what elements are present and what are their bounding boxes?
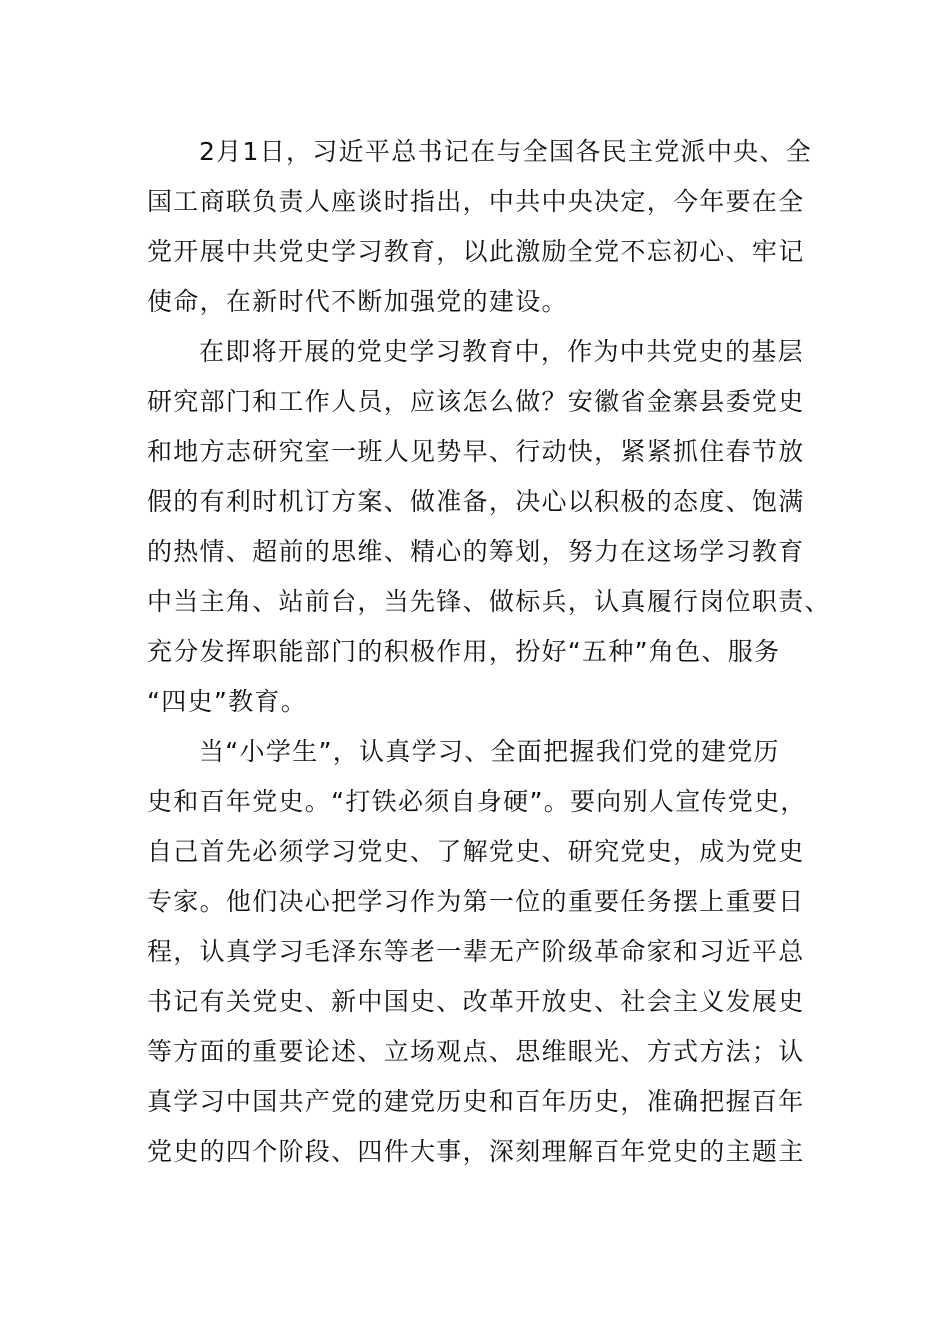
paragraph-3: [147, 727, 807, 1177]
text-line: 和地方志研究室一班人见势早、行动快，紧紧抓住春节放: [147, 437, 805, 466]
text-line: 充分发挥职能部门的积极作用，扮好“五种”角色、服务: [147, 637, 781, 666]
text-line: 党史的四个阶段、四件大事，深刻理解百年党史的主题主: [147, 1137, 805, 1166]
text-line: 史和百年党史。“打铁必须自身硬”。要向别人宣传党史，: [147, 787, 807, 816]
text-line: 中当主角、站前台，当先锋、做标兵，认真履行岗位职责、: [147, 587, 831, 616]
text-line: 在即将开展的党史学习教育中，作为中共党史的基层: [199, 337, 804, 366]
text-line: 真学习中国共产党的建党历史和百年历史，准确把握百年: [147, 1087, 805, 1116]
text-line: 2月1日，习近平总书记在与全国各民主党派中央、全: [199, 137, 813, 166]
text-line: 国工商联负责人座谈时指出，中共中央决定，今年要在全: [147, 187, 805, 216]
text-line: 使命，在新时代不断加强党的建设。: [147, 287, 568, 316]
text-line: 程，认真学习毛泽东等老一辈无产阶级革命家和习近平总: [147, 937, 805, 966]
text-line: 书记有关党史、新中国史、改革开放史、社会主义发展史: [147, 987, 805, 1016]
document-body: [147, 127, 831, 1177]
paragraph-1: [147, 127, 813, 327]
text-line: “四史”教育。: [147, 687, 308, 716]
text-line: 自己首先必须学习党史、了解党史、研究党史，成为党史: [147, 837, 805, 866]
paragraph-2: [147, 327, 831, 727]
text-line: 党开展中共党史学习教育，以此激励全党不忘初心、牢记: [147, 237, 805, 266]
text-line: 假的有利时机订方案、做准备，决心以积极的态度、饱满: [147, 487, 805, 516]
text-line: 等方面的重要论述、立场观点、思维眼光、方式方法；认: [147, 1037, 805, 1066]
text-line: 当“小学生”，认真学习、全面把握我们党的建党历: [199, 737, 780, 766]
text-line: 的热情、超前的思维、精心的筹划，努力在这场学习教育: [147, 537, 805, 566]
text-line: 专家。他们决心把学习作为第一位的重要任务摆上重要日: [147, 887, 805, 916]
text-line: 研究部门和工作人员，应该怎么做？安徽省金寨县委党史: [147, 387, 805, 416]
